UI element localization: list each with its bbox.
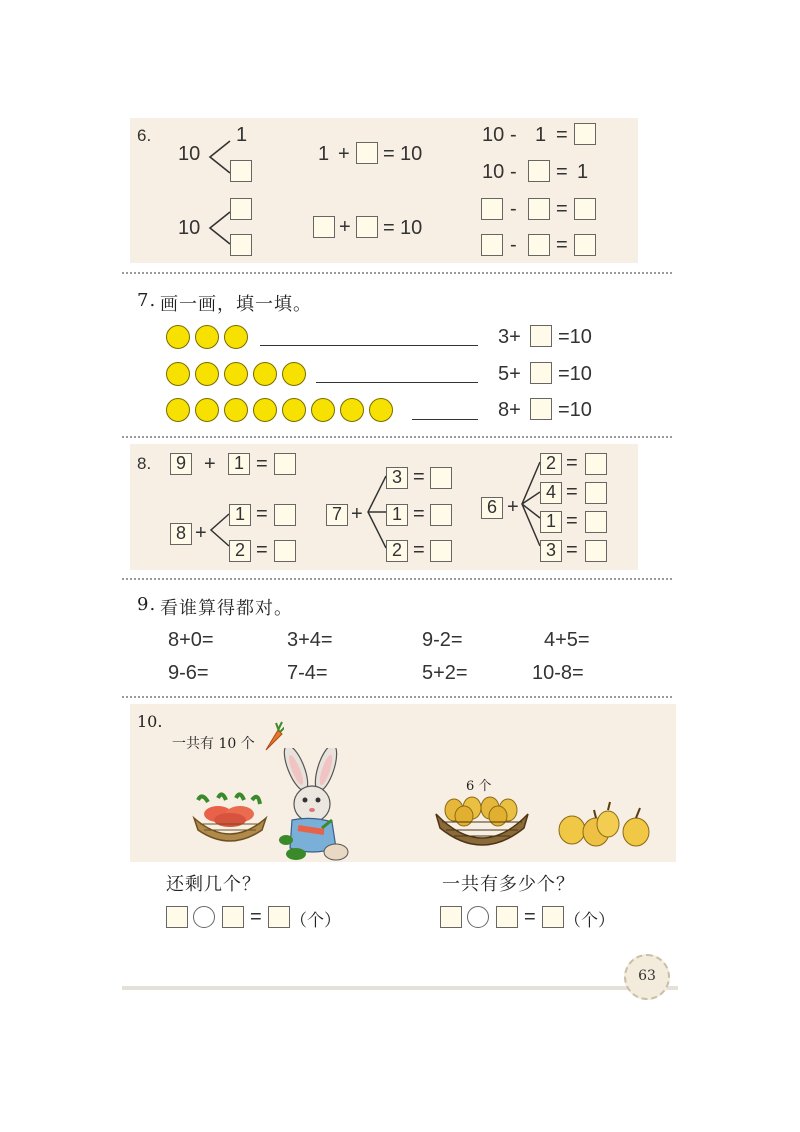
- q8-g2-eq: =: [413, 466, 425, 488]
- q8-g3-base: 6: [481, 497, 503, 519]
- counter-circle: [311, 398, 335, 422]
- q7-row3-eq: =10: [558, 399, 592, 421]
- q6-eq3-eq: =: [556, 124, 568, 146]
- split-bracket-icon: [206, 137, 232, 181]
- q8-g1-eq: =: [256, 539, 268, 561]
- section-divider: [122, 696, 672, 698]
- q10-caption-pre: 一共有: [172, 736, 214, 752]
- branch-bracket-icon: [364, 470, 388, 554]
- q8-answer-box[interactable]: [585, 453, 607, 475]
- q8-top-b: 1: [228, 453, 250, 475]
- counter-circle: [166, 398, 190, 422]
- q6-eq4-a: 10: [482, 161, 505, 183]
- q6-eq2-plus: +: [339, 216, 351, 238]
- drawing-line[interactable]: [316, 382, 478, 383]
- section-divider: [122, 272, 672, 274]
- q8-g2-plus: +: [351, 503, 363, 525]
- branch-bracket-icon: [207, 506, 231, 554]
- q9-problem: 3+4=: [287, 629, 333, 651]
- q9-problem: 5+2=: [422, 662, 468, 684]
- q8-g2-base: 7: [326, 504, 348, 526]
- q8-answer-box[interactable]: [274, 540, 296, 562]
- q8-label: 8.: [137, 454, 152, 473]
- counter-circle: [195, 398, 219, 422]
- section-divider: [122, 578, 672, 580]
- q6-answer-box[interactable]: [574, 198, 596, 220]
- q6-eq3-a: 10: [482, 124, 505, 146]
- q9-problem: 10-8=: [532, 662, 584, 684]
- pears-icon: [554, 800, 658, 852]
- q6-split-top-part: 1: [236, 124, 248, 146]
- q9-problem: 9-2=: [422, 629, 463, 651]
- q6-answer-box[interactable]: [481, 198, 503, 220]
- q8-g1-item: 2: [229, 540, 251, 562]
- q8-g3-item: 2: [540, 453, 562, 475]
- q10-caption-num: 10: [218, 736, 237, 752]
- q6-eq1-eq: =: [383, 143, 395, 165]
- q6-eq1-plus: +: [338, 143, 350, 165]
- q6-answer-box[interactable]: [574, 123, 596, 145]
- q6-eq3-minus: -: [510, 124, 517, 146]
- q8-top-plus: +: [204, 453, 216, 475]
- q9-problem: 4+5=: [544, 629, 590, 651]
- q6-answer-box[interactable]: [528, 160, 550, 182]
- q6-answer-box[interactable]: [230, 160, 252, 182]
- q6-answer-box[interactable]: [481, 234, 503, 256]
- q7-row1-lhs: 3+: [498, 326, 521, 348]
- q6-eq1-a: 1: [318, 143, 330, 165]
- q6-split-top-whole: 10: [178, 143, 201, 165]
- q6-eq3-b: 1: [535, 124, 547, 146]
- carrot-basket-icon: [188, 790, 272, 846]
- q9-problem: 8+0=: [168, 629, 214, 651]
- q6-eq5-eq: =: [556, 198, 568, 220]
- q7-row3-lhs: 8+: [498, 399, 521, 421]
- q6-eq1-result: 10: [400, 143, 423, 165]
- q10-caption-post: 个: [240, 736, 255, 752]
- q6-answer-box[interactable]: [574, 234, 596, 256]
- counter-circle: [282, 362, 306, 386]
- q8-g3-item: 4: [540, 482, 562, 504]
- q8-g3-eq: =: [566, 510, 578, 532]
- counter-circle: [224, 362, 248, 386]
- q8-g2-eq: =: [413, 539, 425, 561]
- q6-answer-box[interactable]: [356, 142, 378, 164]
- q10-unit: （个）: [564, 911, 615, 931]
- counter-circle: [253, 398, 277, 422]
- q10-eq-sign: =: [250, 906, 262, 928]
- q8-g2-eq: =: [413, 503, 425, 525]
- q6-eq4-eq: =: [556, 161, 568, 183]
- q10-operator-circle[interactable]: [467, 906, 489, 928]
- q6-eq5-minus: -: [510, 198, 517, 220]
- counter-circle: [369, 398, 393, 422]
- q10-caption: [172, 733, 255, 753]
- q8-g1-base: 8: [170, 523, 192, 545]
- q8-answer-box[interactable]: [430, 467, 452, 489]
- q10-right-question: 一共有多少个？: [442, 874, 575, 895]
- counter-circle: [224, 398, 248, 422]
- q8-answer-box[interactable]: [585, 540, 607, 562]
- rabbit-icon: [262, 748, 358, 866]
- q8-top-eq: =: [256, 453, 268, 475]
- pear-basket-icon: [432, 792, 532, 852]
- q6-eq4-result: 1: [577, 161, 589, 183]
- q7-answer-box[interactable]: [530, 325, 552, 347]
- q8-answer-box[interactable]: [274, 453, 296, 475]
- footer-bar: [122, 986, 678, 990]
- q8-g2-item: 1: [386, 504, 408, 526]
- q6-eq2-eq: =: [383, 217, 395, 239]
- pears-count-label: 6 个: [466, 779, 492, 794]
- drawing-line[interactable]: [412, 419, 478, 420]
- q8-g3-eq: =: [566, 452, 578, 474]
- q8-g3-eq: =: [566, 539, 578, 561]
- q6-answer-box[interactable]: [528, 234, 550, 256]
- q9-problem: 9-6=: [168, 662, 209, 684]
- q10-answer-box[interactable]: [166, 906, 188, 928]
- q10-answer-box[interactable]: [268, 906, 290, 928]
- q8-answer-box[interactable]: [585, 482, 607, 504]
- q8-g1-item: 1: [229, 504, 251, 526]
- q9-problem: 7-4=: [287, 662, 328, 684]
- q7-answer-box[interactable]: [530, 398, 552, 420]
- section-divider: [122, 436, 672, 438]
- drawing-line[interactable]: [260, 345, 478, 346]
- q8-answer-box[interactable]: [430, 540, 452, 562]
- q8-g2-item: 3: [386, 467, 408, 489]
- q10-answer-box[interactable]: [496, 906, 518, 928]
- page-number: 63: [624, 954, 670, 1000]
- q10-operator-circle[interactable]: [193, 906, 215, 928]
- q7-instruction: 画一画，填一填。: [160, 294, 312, 315]
- q6-answer-box[interactable]: [313, 216, 335, 238]
- q9-label: 9.: [137, 594, 157, 615]
- q8-g3-item: 1: [540, 511, 562, 533]
- counter-circle: [195, 362, 219, 386]
- q7-row2-lhs: 5+: [498, 363, 521, 385]
- q10-left-question: 还剩几个？: [166, 874, 261, 895]
- q10-answer-box[interactable]: [542, 906, 564, 928]
- q10-answer-box[interactable]: [440, 906, 462, 928]
- branch-bracket-icon: [518, 454, 542, 556]
- q8-answer-box[interactable]: [274, 504, 296, 526]
- q6-label: 6.: [137, 126, 152, 145]
- q6-split-bottom-whole: 10: [178, 217, 201, 239]
- q6-eq2-result: 10: [400, 217, 423, 239]
- q7-label: 7.: [137, 290, 157, 311]
- counter-circle: [282, 398, 306, 422]
- q7-row2-eq: =10: [558, 363, 592, 385]
- q8-answer-box[interactable]: [430, 504, 452, 526]
- counter-circle: [340, 398, 364, 422]
- q10-eq-sign: =: [524, 906, 536, 928]
- split-bracket-icon: [206, 208, 232, 252]
- q10-label: 10.: [137, 712, 163, 731]
- q6-answer-box[interactable]: [528, 198, 550, 220]
- q10-answer-box[interactable]: [222, 906, 244, 928]
- q6-answer-box[interactable]: [230, 198, 252, 220]
- counter-circle: [224, 325, 248, 349]
- q8-g3-plus: +: [507, 496, 519, 518]
- q6-answer-box[interactable]: [230, 234, 252, 256]
- counter-circle: [166, 362, 190, 386]
- q8-answer-box[interactable]: [585, 511, 607, 533]
- q9-instruction: 看谁算得都对。: [160, 598, 293, 619]
- counter-circle: [253, 362, 277, 386]
- q8-g1-plus: +: [195, 522, 207, 544]
- q6-eq4-minus: -: [510, 161, 517, 183]
- q8-g2-item: 2: [386, 540, 408, 562]
- q10-unit: （个）: [290, 911, 341, 931]
- counter-circle: [166, 325, 190, 349]
- counter-circle: [195, 325, 219, 349]
- q8-g3-item: 3: [540, 540, 562, 562]
- q8-top-a: 9: [170, 453, 192, 475]
- q7-row1-eq: =10: [558, 326, 592, 348]
- q6-eq6-minus: -: [510, 234, 517, 256]
- q6-eq6-eq: =: [556, 234, 568, 256]
- q7-answer-box[interactable]: [530, 362, 552, 384]
- q6-answer-box[interactable]: [356, 216, 378, 238]
- q8-g1-eq: =: [256, 503, 268, 525]
- q8-g3-eq: =: [566, 481, 578, 503]
